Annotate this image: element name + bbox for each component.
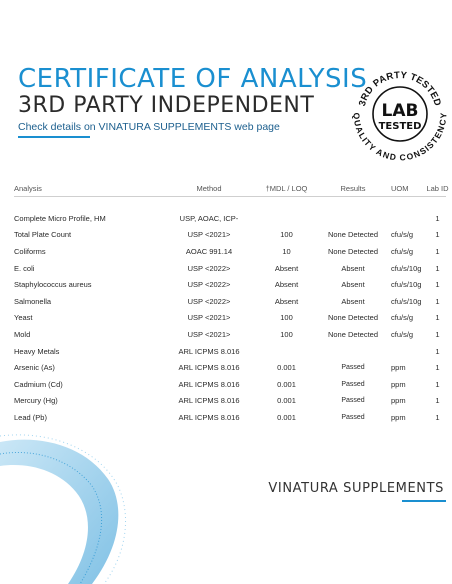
cell-method: ARL ICPMS 8.016	[178, 379, 240, 389]
cell-uom: cfu/s/g	[391, 230, 414, 240]
table-row	[14, 310, 450, 327]
cell-lab-id: 1	[435, 280, 440, 290]
cell-analysis: Staphylococcus aureus	[14, 280, 92, 290]
cell-method: USP <2021>	[187, 313, 231, 323]
cell-uom: cfu/s/g	[391, 329, 414, 339]
cell-mdl: 0.001	[277, 396, 296, 406]
cell-uom: ppm	[391, 396, 406, 406]
cell-results: Absent	[341, 296, 365, 306]
cell-analysis: Complete Micro Profile, HM	[14, 213, 106, 223]
certificate-title: CERTIFICATE OF ANALYSIS	[18, 64, 368, 94]
col-method: Method	[196, 183, 222, 193]
table-row	[14, 210, 450, 227]
cell-method: ARL ICPMS 8.016	[178, 396, 240, 406]
cell-mdl: Absent	[274, 296, 299, 306]
cell-results: None Detected	[327, 313, 379, 323]
decorative-swirl-icon	[0, 434, 150, 584]
badge-tested-text: TESTED	[378, 121, 422, 132]
cell-analysis: Yeast	[14, 313, 33, 323]
cell-results	[319, 343, 387, 360]
check-details-underline	[18, 136, 90, 138]
cell-lab-id: 1	[435, 329, 440, 339]
cell-mdl: 0.001	[277, 412, 296, 422]
cell-mdl	[254, 210, 319, 227]
cell-uom: ppm	[391, 412, 406, 422]
cell-analysis: Cadmium (Cd)	[14, 379, 63, 389]
table-row	[14, 343, 450, 360]
cell-lab-id: 1	[435, 246, 440, 256]
cell-method: USP <2022>	[187, 263, 231, 273]
table-row	[14, 227, 450, 244]
certificate-subtitle: 3RD PARTY INDEPENDENT	[18, 93, 315, 118]
cell-analysis: Coliforms	[14, 246, 46, 256]
table-row	[14, 326, 450, 343]
table-row	[14, 243, 450, 260]
cell-method: USP <2021>	[187, 230, 231, 240]
cell-analysis: Lead (Pb)	[14, 412, 47, 422]
cell-mdl: 0.001	[277, 379, 296, 389]
table-row	[14, 393, 450, 410]
cell-results: Absent	[341, 263, 365, 273]
cell-uom: ppm	[391, 363, 406, 373]
cell-uom: cfu/s/10g	[391, 263, 422, 273]
table-row	[14, 376, 450, 393]
table-row	[14, 276, 450, 293]
cell-results: None Detected	[327, 246, 379, 256]
cell-lab-id: 1	[435, 230, 440, 240]
cell-uom	[387, 210, 425, 227]
brand-name: VINATURA SUPPLEMENTS	[268, 481, 444, 496]
table-row	[14, 409, 450, 426]
cell-analysis: Arsenic (As)	[14, 363, 55, 373]
cell-lab-id: 1	[435, 363, 440, 373]
cell-mdl: 100	[280, 313, 293, 323]
cell-results: Passed	[341, 364, 365, 372]
cell-mdl: 10	[282, 246, 291, 256]
cell-uom: ppm	[391, 379, 406, 389]
cell-lab-id: 1	[435, 396, 440, 406]
cell-lab-id: 1	[435, 263, 440, 273]
cell-results: None Detected	[327, 329, 379, 339]
cell-results: Passed	[341, 397, 365, 405]
cell-analysis: Mercury (Hg)	[14, 396, 58, 406]
cell-analysis: Mold	[14, 329, 31, 339]
cell-lab-id: 1	[435, 412, 440, 422]
cell-mdl: Absent	[274, 280, 299, 290]
lab-tested-badge-icon	[350, 64, 450, 164]
cell-results	[319, 210, 387, 227]
cell-lab-id: 1	[435, 296, 440, 306]
cell-analysis: Total Plate Count	[14, 230, 72, 240]
cell-method: ARL ICPMS 8.016	[178, 412, 240, 422]
cell-mdl: 100	[280, 230, 293, 240]
col-analysis: Analysis	[14, 183, 42, 193]
brand-underline	[402, 500, 446, 502]
cell-uom: cfu/s/g	[391, 313, 414, 323]
cell-method: USP <2022>	[187, 296, 231, 306]
table-header-row	[14, 180, 450, 196]
cell-method: USP <2022>	[187, 280, 231, 290]
cell-results: Passed	[341, 413, 365, 421]
check-details-link[interactable]: Check details on VINATURA SUPPLEMENTS web page	[18, 121, 280, 133]
cell-results: Passed	[341, 380, 365, 388]
cell-uom	[387, 343, 425, 360]
cell-uom: cfu/s/g	[391, 246, 414, 256]
cell-analysis: E. coli	[14, 263, 35, 273]
cell-lab-id: 1	[435, 213, 440, 223]
cell-lab-id: 1	[435, 379, 440, 389]
col-lab-id: Lab ID	[426, 183, 449, 193]
cell-uom: cfu/s/10g	[391, 280, 422, 290]
cell-results: None Detected	[327, 230, 379, 240]
cell-method: ARL ICPMS 8.016	[178, 363, 240, 373]
cell-lab-id: 1	[435, 346, 440, 356]
table-row	[14, 260, 450, 277]
col-results: Results	[340, 183, 366, 193]
cell-mdl	[254, 343, 319, 360]
analysis-table	[14, 180, 450, 426]
cell-method: AOAC 991.14	[185, 246, 233, 256]
cell-method: ARL ICPMS 8.016	[178, 346, 240, 356]
badge-lab-text: LAB	[381, 101, 419, 121]
cell-mdl: Absent	[274, 263, 299, 273]
col-uom: UOM	[391, 183, 409, 193]
cell-analysis: Heavy Metals	[14, 346, 60, 356]
cell-results: Absent	[341, 280, 365, 290]
badge-bottom-arc-text: QUALITY AND CONSISTENCY	[351, 112, 449, 163]
cell-method: USP, AOAC, ICP-	[179, 213, 239, 223]
table-row	[14, 293, 450, 310]
cell-uom: cfu/s/10g	[391, 296, 422, 306]
table-spacer	[14, 196, 450, 210]
badge-top-arc-text: 3RD PARTY TESTED	[356, 69, 444, 108]
cell-mdl: 0.001	[277, 363, 296, 373]
cell-lab-id: 1	[435, 313, 440, 323]
col-mdl-loq: †MDL / LOQ	[265, 183, 308, 193]
table-row	[14, 359, 450, 376]
cell-analysis: Salmonella	[14, 296, 52, 306]
cell-method: USP <2021>	[187, 329, 231, 339]
cell-mdl: 100	[280, 329, 293, 339]
